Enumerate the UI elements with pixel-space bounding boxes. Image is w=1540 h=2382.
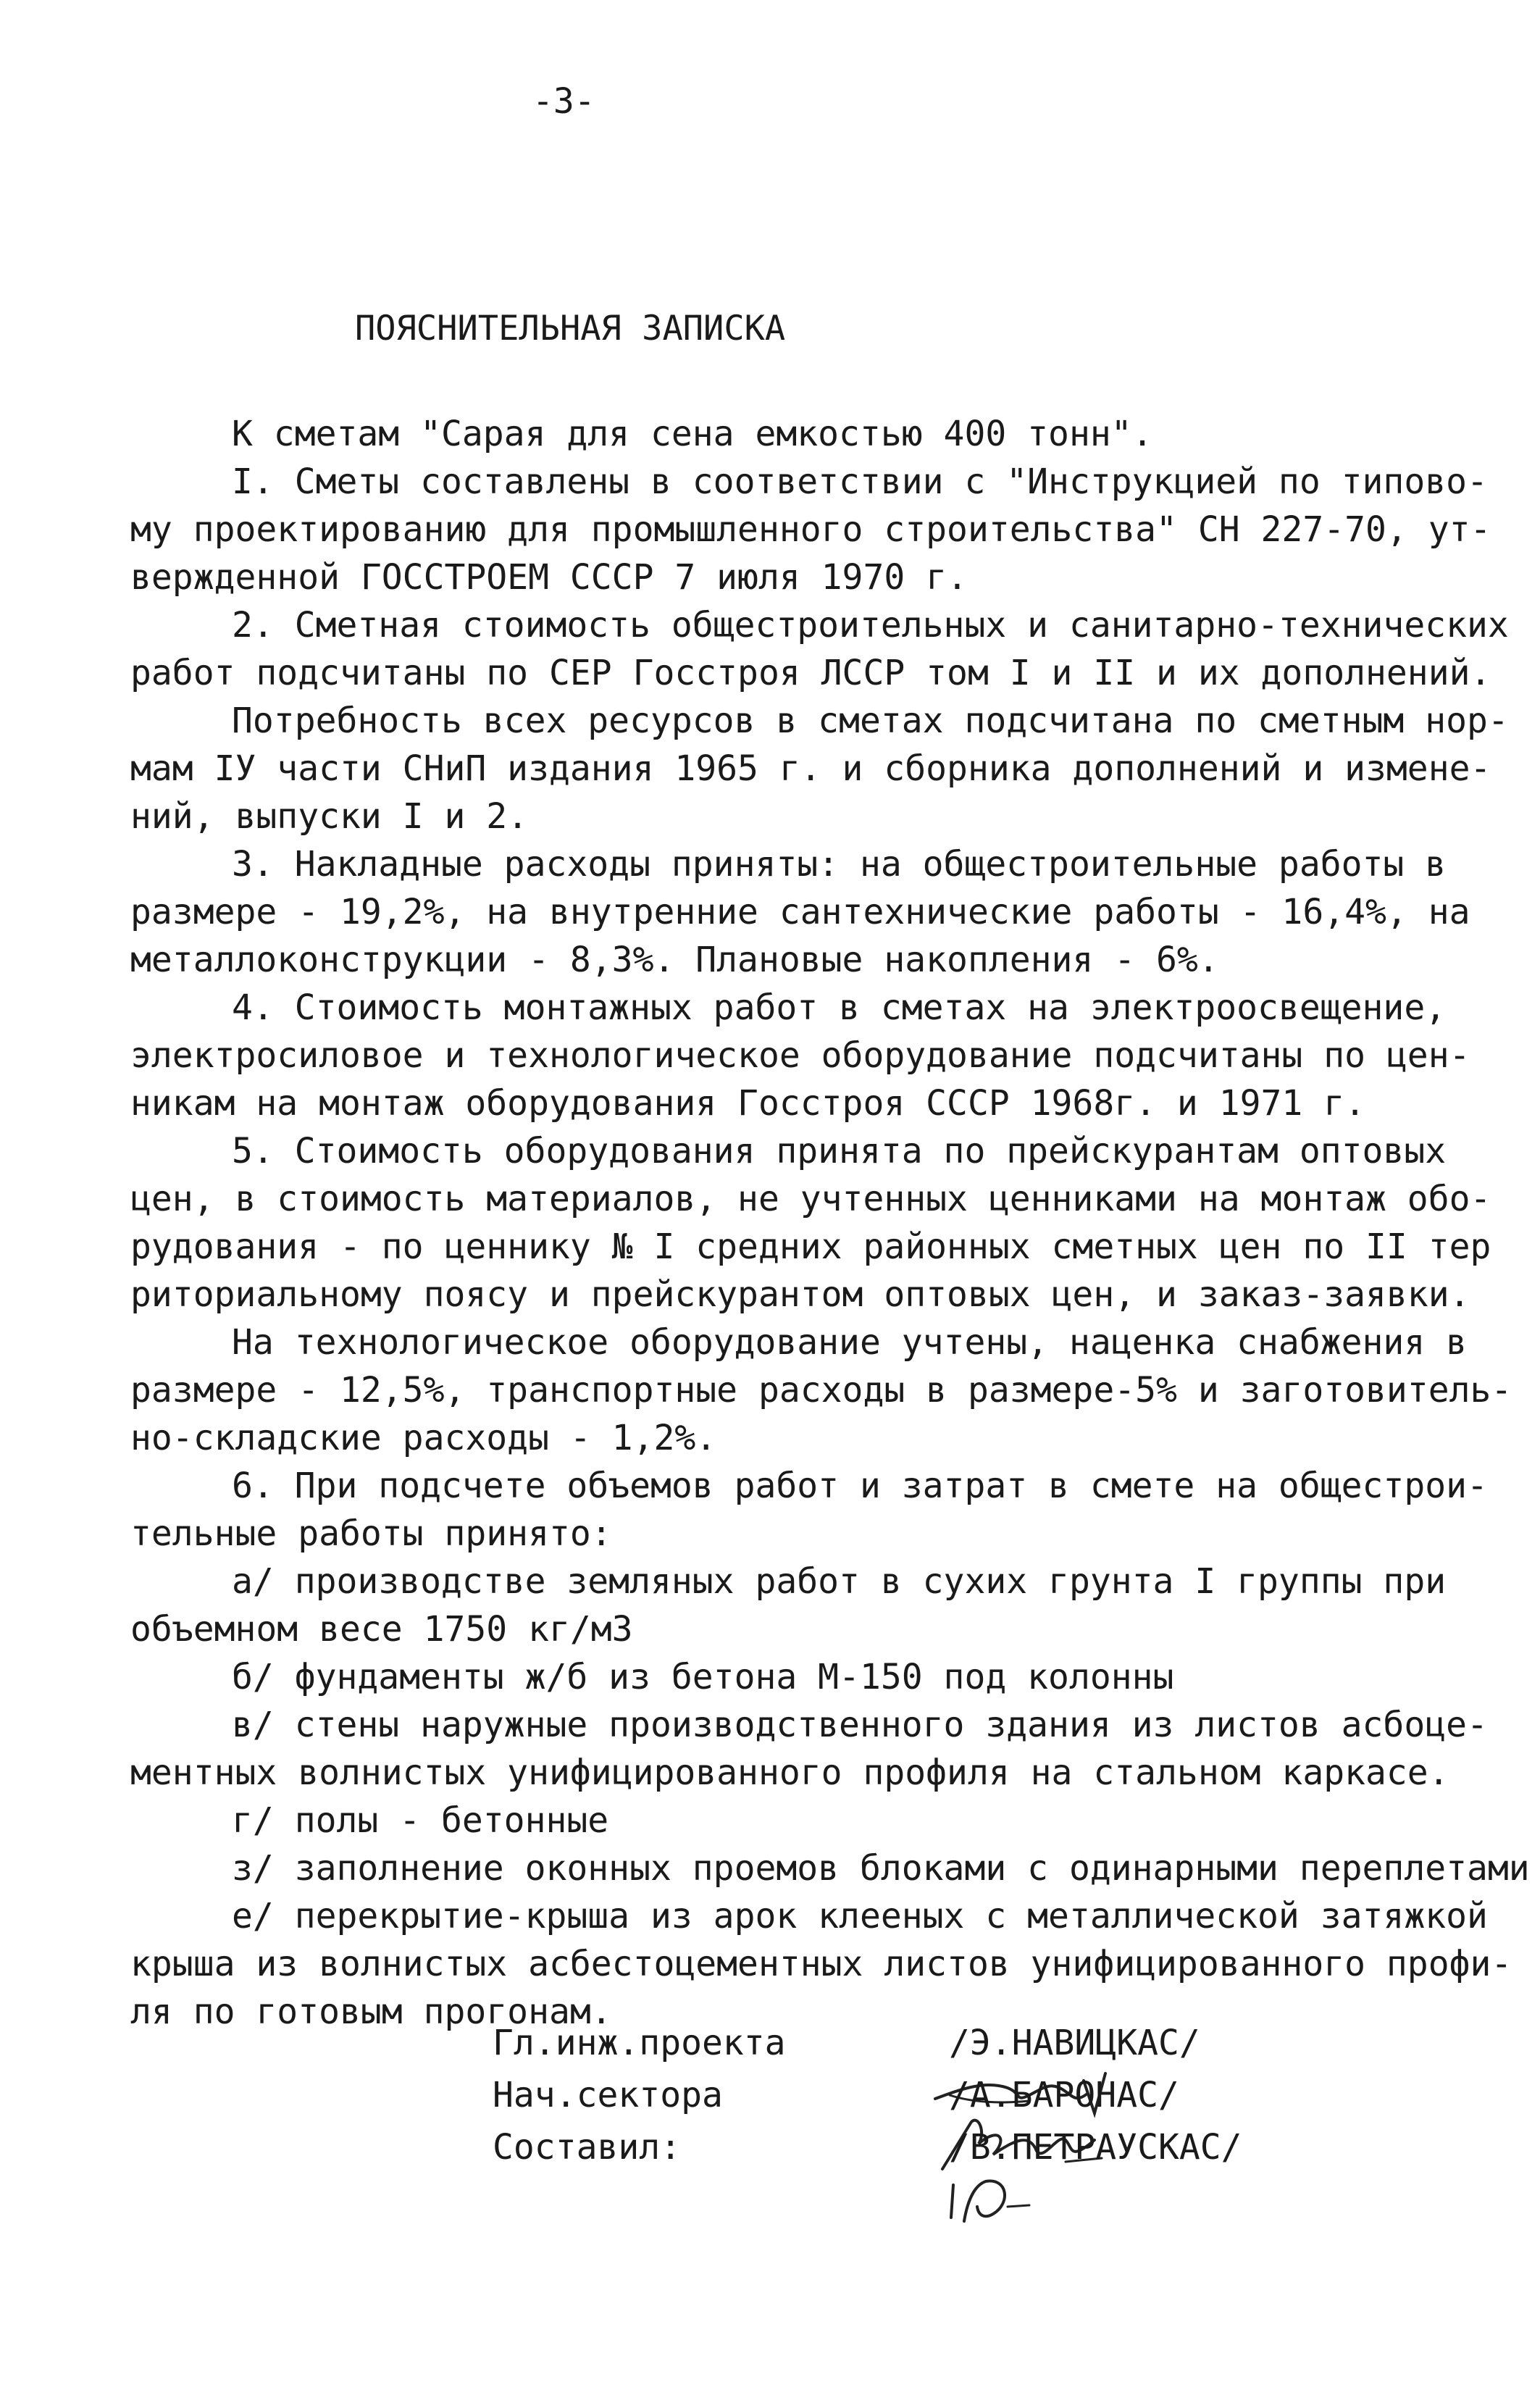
signature-name: /А.БАРОНАС/ (949, 2075, 1179, 2115)
body-line: 5. Стоимость оборудования принята по прейскурантам оптовых (232, 1131, 1447, 1171)
signature-name: /Э.НАВИЦКАС/ (949, 2023, 1200, 2063)
document-title: ПОЯСНИТЕЛЬНАЯ ЗАПИСКА (355, 309, 786, 348)
body-line: б/ фундаменты ж/б из бетона М-150 под колонны (232, 1657, 1174, 1697)
body-line: рудования - по ценнику № I средних районных сметных цен по II тер (130, 1226, 1491, 1267)
body-line: тельные работы принято: (130, 1513, 612, 1554)
handwritten-signature (753, 2111, 942, 2176)
signature-row (493, 2121, 1304, 2173)
body-line: риториальному поясу и прейскурантом оптовых цен, и заказ-заявки. (130, 1274, 1470, 1315)
body-line: объемном весе 1750 кг/м3 (130, 1609, 633, 1650)
body-line: му проектированию для промышленного строительства" СН 227-70, ут- (130, 509, 1491, 550)
body-line: размере - 19,2%, на внутренние сантехнические работы - 16,4%, на (130, 892, 1470, 932)
body-line: крыша из волнистых асбестоцементных листов унифицированного профи- (130, 1944, 1512, 1984)
body-line: 3. Накладные расходы приняты: на общестроительные работы в (232, 844, 1447, 885)
body-line: 2. Сметная стоимость общестроительных и санитарно-технических (232, 605, 1509, 645)
body-line: е/ перекрытие-крыша из арок клееных с металлической затяжкой (232, 1896, 1488, 1936)
body-line: з/ заполнение оконных проемов блоками с одинарными переплетами (232, 1848, 1530, 1889)
signature-role: Нач.сектора (493, 2075, 723, 2115)
page-number: -3- (532, 81, 595, 122)
body-line: К сметам "Сарая для сена емкостью 400 тонн". (232, 414, 1153, 454)
signature-name: /В.ПЕТРАУСКАС/ (949, 2127, 1242, 2168)
body-line: но-складские расходы - 1,2%. (130, 1418, 717, 1458)
body-line: мам IУ части СНиП издания 1965 г. и сборника дополнений и измене- (130, 748, 1491, 789)
signature-role: Составил: (493, 2127, 682, 2168)
body-line: электросиловое и технологическое оборудование подсчитаны по цен- (130, 1035, 1470, 1076)
body-line: 6. При подсчете объемов работ и затрат в смете на общестрои- (232, 1466, 1488, 1506)
body-line: I. Сметы составлены в соответствии с "Инструкцией по типово- (232, 461, 1488, 502)
signature-role: Гл.инж.проекта (493, 2023, 786, 2063)
body-line: вержденной ГОССТРОЕМ СССР 7 июля 1970 г. (130, 557, 968, 598)
body-line: в/ стены наружные производственного здания из листов асбоце- (232, 1705, 1488, 1745)
body-line: металлоконструкции - 8,3%. Плановые накопления - 6%. (130, 940, 1219, 980)
body-line: работ подсчитаны по СЕР Госстроя ЛССР том I и II и их дополнений. (130, 653, 1491, 693)
body-line: г/ полы - бетонные (232, 1800, 609, 1841)
body-line: ний, выпуски I и 2. (130, 796, 529, 837)
body-line: На технологическое оборудование учтены, наценка снабжения в (232, 1322, 1468, 1363)
signature-block (493, 2017, 1304, 2173)
body-line: цен, в стоимость материалов, не учтенных ценниками на монтаж обо- (130, 1179, 1491, 1219)
body-line: никам на монтаж оборудования Госстроя СССР 1968г. и 1971 г. (130, 1083, 1366, 1124)
body-line: ля по готовым прогонам. (130, 1992, 612, 2032)
body-line: ментных волнистых унифицированного профиля на стальном каркасе. (130, 1752, 1449, 1793)
document-body (130, 410, 1530, 2036)
body-line: 4. Стоимость монтажных работ в сметах на электроосвещение, (232, 987, 1447, 1028)
body-line: размере - 12,5%, транспортные расходы в размере-5% и заготовитель- (130, 1370, 1512, 1411)
body-line: Потребность всех ресурсов в сметах подсчитана по сметным нор- (232, 701, 1509, 741)
body-line: а/ производстве земляных работ в сухих грунта I группы при (232, 1561, 1447, 1602)
